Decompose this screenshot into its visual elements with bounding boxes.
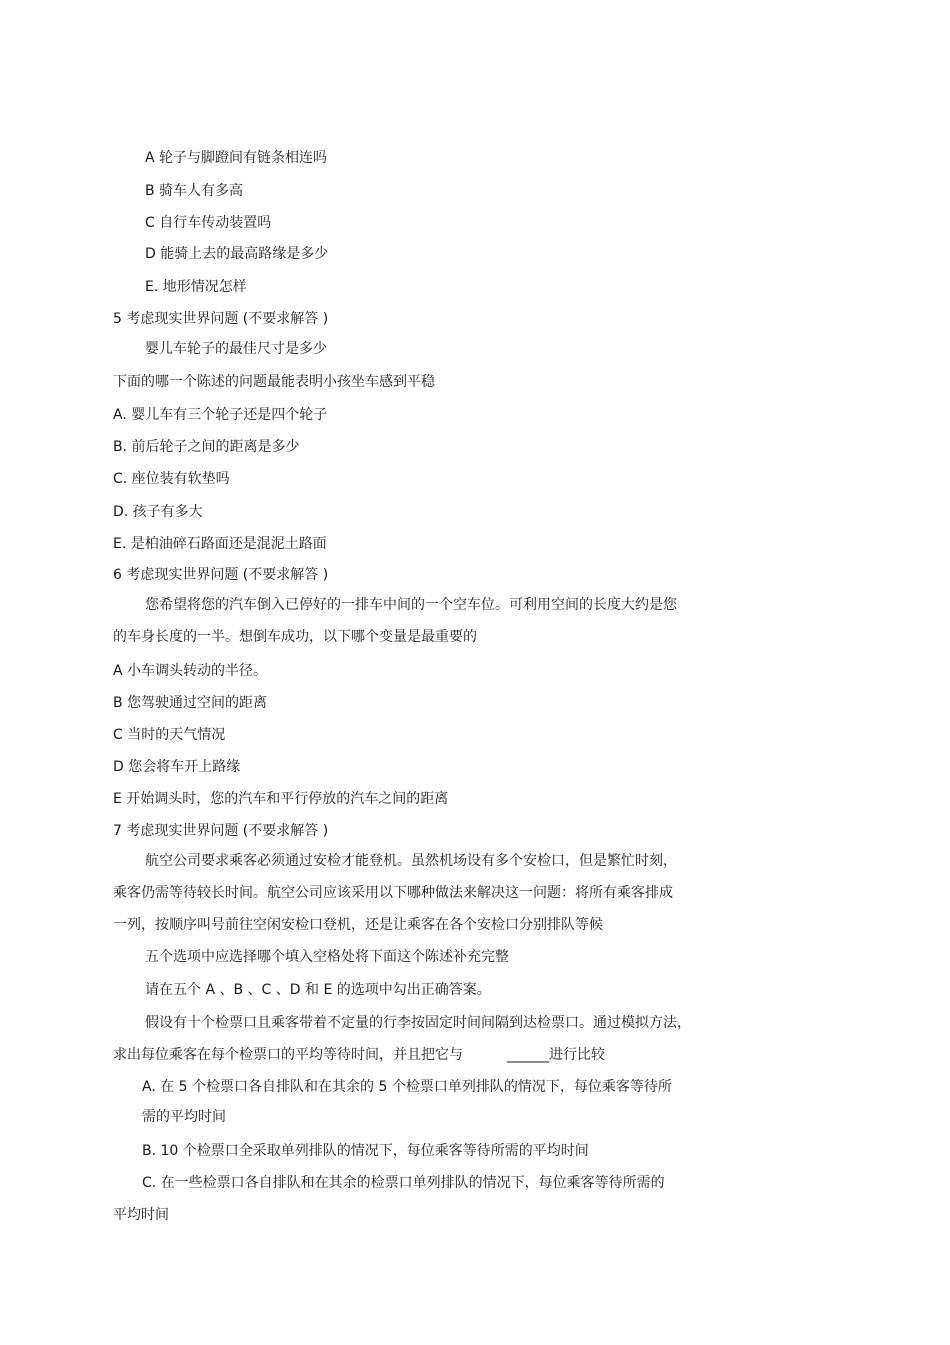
q6-scenario-line2: 的车身长度的一半。想倒车成功，以下哪个变量是最重要的 xyxy=(113,629,477,645)
q7-instruction-2: 请在五个 A 、B 、C 、D 和 E 的选项中勾出正确答案。 xyxy=(145,982,491,998)
q7-scenario-line1: 航空公司要求乘客必须通过安检才能登机。虽然机场设有多个安检口，但是繁忙时刻， xyxy=(145,853,677,869)
q7-scenario-line3: 一列，按顺序叫号前往空闲安检口登机，还是让乘客在各个安检口分别排队等候 xyxy=(113,917,603,933)
q7-option-a-line1: A. 在 5 个检票口各自排队和在其余的 5 个检票口单列排队的情况下，每位乘客等待所 xyxy=(142,1079,672,1095)
q4-option-b: B 骑车人有多高 xyxy=(145,183,244,199)
q7-statement-prefix: 求出每位乘客在每个检票口的平均等待时间，并且把它与 xyxy=(113,1047,463,1063)
q7-option-c-line2: 平均时间 xyxy=(113,1207,169,1223)
q5-question: 下面的哪一个陈述的问题最能表明小孩坐车感到平稳 xyxy=(113,374,435,390)
q6-heading: 6 考虑现实世界问题 (不要求解答 ) xyxy=(113,567,329,583)
q5-option-b: B. 前后轮子之间的距离是多少 xyxy=(113,439,300,455)
q6-option-a: A 小车调头转动的半径。 xyxy=(113,663,268,679)
q7-scenario-line2: 乘客仍需等待较长时间。航空公司应该采用以下哪种做法来解决这一问题：将所有乘客排成 xyxy=(113,885,673,901)
q7-option-c-line1: C. 在一些检票口各自排队和在其余的检票口单列排队的情况下，每位乘客等待所需的 xyxy=(142,1175,665,1191)
q6-option-b: B 您驾驶通过空间的距离 xyxy=(113,695,268,711)
q7-statement-line2 xyxy=(113,1046,605,1064)
q5-option-a: A. 婴儿车有三个轮子还是四个轮子 xyxy=(113,407,328,423)
q4-option-d: D 能骑上去的最高路缘是多少 xyxy=(145,246,329,262)
q7-heading: 7 考虑现实世界问题 (不要求解答 ) xyxy=(113,823,329,839)
q7-answer-blank: ______ xyxy=(507,1047,549,1063)
q5-option-d: D. 孩子有多大 xyxy=(113,504,203,520)
q4-option-a: A 轮子与脚蹬间有链条相连吗 xyxy=(145,150,328,166)
q7-statement-suffix: 进行比较 xyxy=(549,1047,605,1063)
q7-statement-line1: 假设有十个检票口且乘客带着不定量的行李按固定时间间隔到达检票口。通过模拟方法， xyxy=(145,1015,691,1031)
q4-option-e: E. 地形情况怎样 xyxy=(145,279,247,295)
q6-option-e: E 开始调头时，您的汽车和平行停放的汽车之间的距离 xyxy=(113,791,449,807)
q5-heading: 5 考虑现实世界问题 (不要求解答 ) xyxy=(113,311,329,327)
q4-option-c: C 自行车传动装置吗 xyxy=(145,215,272,231)
q7-option-b: B. 10 个检票口全采取单列排队的情况下，每位乘客等待所需的平均时间 xyxy=(142,1143,589,1159)
q6-option-d: D 您会将车开上路缘 xyxy=(113,759,241,775)
q6-scenario-line1: 您希望将您的汽车倒入已停好的一排车中间的一个空车位。可利用空间的长度大约是您 xyxy=(145,597,677,613)
q6-option-c: C 当时的天气情况 xyxy=(113,727,226,743)
q5-option-c: C. 座位装有软垫吗 xyxy=(113,471,230,487)
q5-option-e: E. 是柏油碎石路面还是混泥土路面 xyxy=(113,536,327,552)
q7-option-a-line2: 需的平均时间 xyxy=(142,1109,226,1125)
q7-instruction-1: 五个选项中应选择哪个填入空格处将下面这个陈述补充完整 xyxy=(145,949,509,965)
q5-scenario: 婴儿车轮子的最佳尺寸是多少 xyxy=(145,341,327,357)
